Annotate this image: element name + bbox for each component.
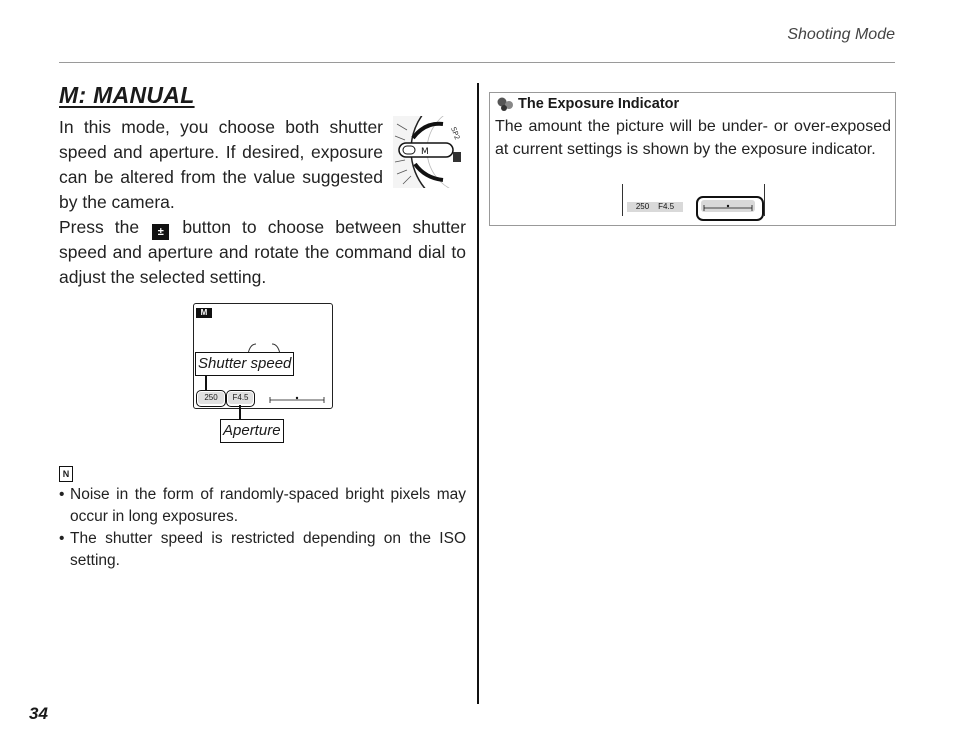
mini-aperture-value: F4.5: [658, 202, 675, 211]
aperture-callout: Aperture: [220, 419, 284, 443]
exposure-compensation-icon: ±: [152, 224, 169, 240]
tip-title: The Exposure Indicator: [518, 96, 680, 112]
intro-paragraph: In this mode, you choose both shutter speed and aperture. If desired, exposure can be altered from the value suggested by the camera.: [59, 117, 383, 212]
note-icon: N: [59, 466, 73, 482]
dial-sp-label: SP2: [449, 125, 462, 142]
shutter-callout-line: [205, 375, 207, 390]
mini-shutter-value: 250: [635, 202, 650, 211]
mode-badge: M: [196, 308, 212, 318]
aperture-callout-line: [239, 405, 241, 419]
notes-list: [59, 484, 466, 572]
exposure-scale-icon: [268, 396, 326, 404]
mini-settings-bar: [627, 202, 683, 212]
list-item: • Noise in the form of randomly-spaced bright pixels may occur in long exposures.: [59, 484, 466, 528]
shutter-speed-value: 250: [198, 392, 224, 404]
aperture-indicator: [226, 390, 255, 407]
column-divider: [477, 83, 479, 704]
instruction-paragraph: [59, 215, 466, 290]
shutter-speed-indicator: [196, 390, 226, 407]
tip-icon: [496, 96, 516, 112]
shutter-speed-callout: Shutter speed: [195, 352, 294, 376]
page-title: M: MANUAL: [59, 82, 195, 108]
mode-dial-icon: [393, 116, 466, 188]
list-item: • The shutter speed is restricted depending on the ISO setting.: [59, 528, 466, 572]
header-divider: [59, 62, 895, 63]
tip-text: The amount the picture will be under- or over-exposed at current settings is shown by the exposure indicator.: [495, 118, 891, 158]
exposure-scale-icon: [701, 201, 755, 213]
mini-exposure-scale: [701, 200, 755, 212]
page-number: 34: [29, 704, 48, 723]
dial-mode-letter: M: [421, 147, 429, 157]
instruction-text-end: button to choose between shutter speed and aperture and rotate the command dial to adjust the selected setting.: [59, 217, 466, 287]
aperture-value: F4.5: [228, 392, 253, 404]
section-label: Shooting Mode: [787, 26, 895, 43]
instruction-text-start: Press the: [59, 217, 140, 237]
